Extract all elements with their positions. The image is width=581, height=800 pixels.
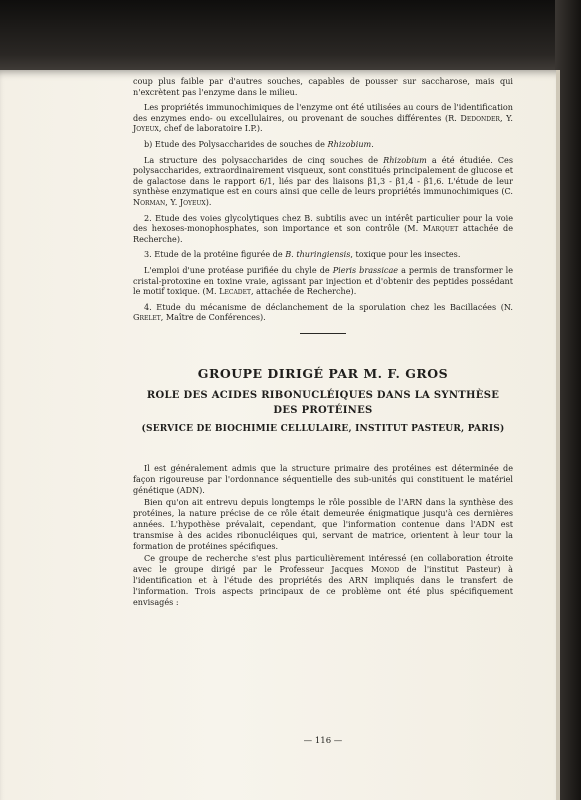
paragraph — [133, 139, 513, 150]
author-name: Grelet — [133, 312, 161, 323]
paragraph — [133, 553, 513, 608]
section-divider — [300, 333, 346, 334]
subtitle-line: DES PROTÉINES — [273, 404, 373, 416]
paragraph — [133, 265, 513, 297]
service-affiliation: (SERVICE DE BIOCHIMIE CELLULAIRE, INSTITUT PASTEUR, PARIS) — [141, 423, 505, 434]
species-name: Pieris brassicae — [332, 264, 399, 275]
paragraph — [133, 213, 513, 245]
paragraph-text: , chef de laboratoire I.P.). — [158, 123, 263, 134]
paragraph-text: attachée de Recherche). — [133, 223, 513, 244]
author-name: Monod — [370, 563, 399, 574]
paragraph-text: L'emploi d'une protéase purifiée du chyle de — [144, 264, 333, 275]
author-name: Lecadet — [219, 286, 251, 297]
paragraph-text: Ce groupe de recherche s'est plus particulièrement intéressé (en collaboration étroite avec le groupe dirigé par le Professeur Jacques — [133, 552, 513, 574]
paragraph-text: de l'institut Pasteur) à l'identification et à l'étude des propriétés des ARN impliqués dans le transfert de l'information. Trois aspects principaux de ce problème ont été plus spécifiquement envisagés : — [133, 563, 513, 607]
paragraph — [133, 155, 513, 208]
page-content — [133, 76, 513, 609]
author-name: Marquet — [422, 223, 459, 234]
page-edge — [556, 70, 560, 800]
paragraph — [133, 497, 513, 552]
paragraph-text: . — [371, 138, 374, 149]
paragraph-text: , Y. — [499, 112, 513, 123]
author-name: Norman — [133, 196, 166, 207]
paragraph — [133, 76, 513, 97]
paragraph-text: , Y. — [165, 196, 180, 207]
paragraph-text: a été étudiée. Ces polysaccharides, extraordinairement visqueux, sont constitués principalement de glucose et de galactose dans le rapport 6/1, liés par des liaisons β1,3 - β1,4 - β1,6. L'étude de leur synthèse enzymatique est en cours ainsi que celle de leurs propriétés immunochimiques (C. — [133, 154, 513, 197]
paragraph-text: Il est généralement admis que la structure primaire des protéines est déterminée de façon rigoureuse par l'ordonnance séquentielle des sub-unités qui constituent le matériel génétique (ADN). — [133, 462, 513, 495]
page-number: — 116 — — [303, 736, 343, 746]
author-name: Joyeux — [133, 123, 159, 134]
paragraph-text: 4. Etude du mécanisme de déclanchement de la sporulation chez les Bacillacées (N. — [144, 301, 513, 312]
paragraph — [133, 302, 513, 323]
paragraph — [133, 102, 513, 134]
paragraph-text: 3. Etude de la protéine figurée de — [144, 249, 286, 260]
paragraph-text: , toxique pour les insectes. — [350, 249, 461, 260]
section-title: GROUPE DIRIGÉ PAR M. F. GROS — [197, 365, 449, 381]
genus-name: Rhizobium — [383, 154, 427, 165]
author-name: Dedonder — [460, 112, 500, 123]
species-name: B. thuringiensis — [285, 249, 351, 260]
paragraph-text: , Maître de Conférences). — [160, 312, 266, 323]
paragraph-text: ). — [205, 196, 212, 207]
paragraph-text: La structure des polysaccharides de cinq souches de — [144, 154, 384, 165]
genus-name: Rhizobium — [327, 138, 372, 149]
paragraph-text: Bien qu'on ait entrevu depuis longtemps le rôle possible de l'ARN dans la synthèse des protéines, la nature précise de ce rôle était demeurée énigmatique jusqu'à ces dernières années. L'hypothèse prévalait, cependant, que l'information contenue dans l'ADN est transmise à des acides ribonucléiques qui, servant de matrice, orientent à leur tour la formation de protéines spécifiques. — [133, 496, 513, 551]
subtitle-line: ROLE DES ACIDES RIBONUCLÉIQUES DANS LA SYNTHÈSE — [146, 389, 500, 401]
scan-background-top — [0, 0, 581, 78]
paragraph — [133, 463, 513, 496]
paragraph-text: Les propriétés immunochimiques de l'enzyme ont été utilisées au cours de l'identification des enzymes endo- ou excellulaires, ou provenant de souches différentes (R. — [133, 102, 513, 123]
author-name: Joyeux — [179, 196, 206, 207]
paragraph-text: , attachée de Recherche). — [250, 286, 357, 297]
paragraph-text: a permis de transformer le cristal-protoxine en toxine vraie, agissant par injection et d'obtenir des peptides possédant le motif toxique. (M. — [133, 264, 513, 297]
paragraph-text: 2. Etude des voies glycolytiques chez B. subtilis avec un intérêt particulier pour la voie des hexoses-monophosphates, son importance et son contrôle (M. — [133, 212, 513, 234]
section-subtitle — [133, 388, 513, 418]
paragraph-text: coup plus faible par d'autres souches, capables de pousser sur saccharose, mais qui n'excrètent pas l'enzyme dans le milieu. — [133, 76, 513, 97]
paragraph — [133, 249, 513, 260]
paragraph-text: b) Etude des Polysaccharides de souches de — [144, 138, 328, 149]
